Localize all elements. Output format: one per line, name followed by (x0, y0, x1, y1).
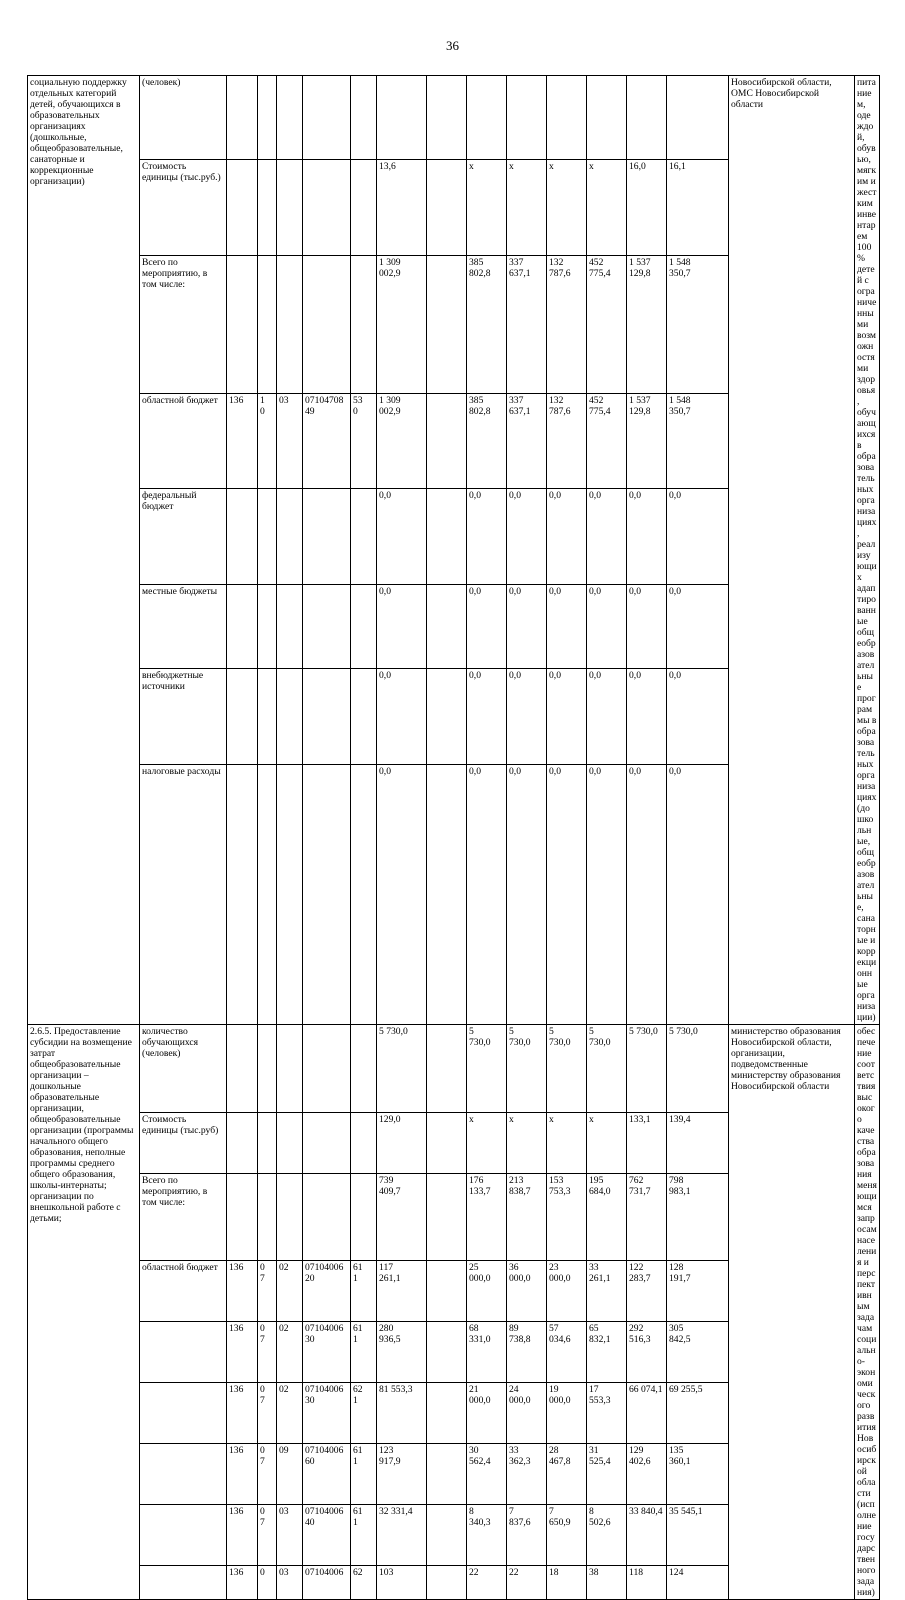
table-cell (427, 489, 467, 585)
table-cell: 452 775,4 (587, 393, 627, 489)
table-cell: 124 (667, 1565, 729, 1599)
table-cell: 5 730,0 (467, 1025, 507, 1113)
table-cell (277, 1025, 303, 1113)
table-cell (507, 76, 547, 160)
table-cell: 337 637,1 (507, 255, 547, 393)
table-cell: 0,0 (467, 584, 507, 668)
table-cell: 122 283,7 (627, 1261, 667, 1322)
table-cell: 5 730,0 (587, 1025, 627, 1113)
table-cell: 5 730,0 (627, 1025, 667, 1113)
table-cell: 02 (277, 1322, 303, 1383)
table-row (28, 1025, 880, 1113)
table-cell: 68 331,0 (467, 1322, 507, 1383)
table-cell: 1 309 002,9 (377, 393, 427, 489)
table-cell: x (467, 160, 507, 256)
table-cell: 5 730,0 (667, 1025, 729, 1113)
table-cell (427, 1112, 467, 1173)
table-cell: 0,0 (507, 669, 547, 765)
row-label: Всего по мероприятию, в том числе: (140, 1173, 227, 1261)
row-label (140, 1504, 227, 1565)
table-cell (227, 764, 258, 1024)
table-cell: 18 (547, 1565, 587, 1599)
table-cell (427, 1383, 467, 1444)
table-cell: 16,0 (627, 160, 667, 256)
table-cell: 62 (351, 1565, 377, 1599)
table-cell: 136 (227, 1383, 258, 1444)
table-cell: 07104006 20 (303, 1261, 351, 1322)
table-cell: 128 191,7 (667, 1261, 729, 1322)
table-cell: 81 553,3 (377, 1383, 427, 1444)
table-cell: 762 731,7 (627, 1173, 667, 1261)
table-cell (277, 160, 303, 256)
row-label: внебюджетные источники (140, 669, 227, 765)
result-cell: обеспечение соответствия высокого качества образования меняющимся запросам населения и перспективным задачам социально-экономического развития Новосибирской области (исполнение государственного задания) (855, 1025, 880, 1600)
table-cell: 0,0 (507, 584, 547, 668)
table-cell: 21 000,0 (467, 1383, 507, 1444)
table-cell: 23 000,0 (547, 1261, 587, 1322)
table-cell (427, 160, 467, 256)
table-cell: 36 000,0 (507, 1261, 547, 1322)
table-cell (258, 76, 277, 160)
table-cell: 0,0 (587, 584, 627, 668)
row-label: Стоимость единицы (тыс.руб) (140, 1112, 227, 1173)
table-cell: 65 832,1 (587, 1322, 627, 1383)
row-label (140, 1383, 227, 1444)
table-cell (258, 1173, 277, 1261)
table-cell: 30 562,4 (467, 1444, 507, 1505)
table-cell (427, 1173, 467, 1261)
table-cell (227, 1112, 258, 1173)
page-number: 36 (446, 38, 459, 53)
table-cell: 0,0 (547, 669, 587, 765)
table-cell: 292 516,3 (627, 1322, 667, 1383)
table-cell: 16,1 (667, 160, 729, 256)
row-label (140, 1322, 227, 1383)
table-cell: 22 (507, 1565, 547, 1599)
table-cell: 31 525,4 (587, 1444, 627, 1505)
table-cell: 69 255,5 (667, 1383, 729, 1444)
row-label: областной бюджет (140, 1261, 227, 1322)
table-cell (427, 393, 467, 489)
table-cell: 0,0 (377, 669, 427, 765)
table-cell: 129 402,6 (627, 1444, 667, 1505)
table-cell (547, 76, 587, 160)
table-cell: 24 000,0 (507, 1383, 547, 1444)
table-cell: 0,0 (547, 489, 587, 585)
table-cell: 129,0 (377, 1112, 427, 1173)
table-cell: x (587, 160, 627, 256)
table-cell: 0,0 (377, 489, 427, 585)
table-cell (351, 669, 377, 765)
table-cell: 0,0 (587, 764, 627, 1024)
table-cell (258, 764, 277, 1024)
table-cell: 0,0 (507, 764, 547, 1024)
table-cell (277, 764, 303, 1024)
table-cell: 0,0 (587, 669, 627, 765)
table-cell: 305 842,5 (667, 1322, 729, 1383)
table-cell (351, 489, 377, 585)
table-cell: 03 (277, 393, 303, 489)
row-label: (человек) (140, 76, 227, 160)
table-cell (277, 1173, 303, 1261)
table-cell: 07104006 (303, 1565, 351, 1599)
table-cell: 61 1 (351, 1261, 377, 1322)
table-cell: 33 261,1 (587, 1261, 627, 1322)
table-cell: 135 360,1 (667, 1444, 729, 1505)
table-cell: 0,0 (667, 489, 729, 585)
row-label: налоговые расходы (140, 764, 227, 1024)
table-cell: 61 1 (351, 1322, 377, 1383)
table-cell: 25 000,0 (467, 1261, 507, 1322)
table-cell (427, 1025, 467, 1113)
table-cell: 89 738,8 (507, 1322, 547, 1383)
table-cell: 38 (587, 1565, 627, 1599)
table-cell: 0,0 (667, 669, 729, 765)
table-cell: 0,0 (627, 764, 667, 1024)
table-cell: 739 409,7 (377, 1173, 427, 1261)
row-label: областной бюджет (140, 393, 227, 489)
table-cell (227, 160, 258, 256)
table-cell: 0,0 (667, 764, 729, 1024)
table-cell: 123 917,9 (377, 1444, 427, 1505)
table-cell: 136 (227, 1565, 258, 1599)
row-label (140, 1444, 227, 1505)
table-cell: 0 7 (258, 1261, 277, 1322)
table-cell: 118 (627, 1565, 667, 1599)
table-cell (427, 1444, 467, 1505)
table-cell: x (507, 1112, 547, 1173)
table-cell: 28 467,8 (547, 1444, 587, 1505)
table-cell: 8 340,3 (467, 1504, 507, 1565)
table-cell (427, 1322, 467, 1383)
table-cell (227, 669, 258, 765)
table-cell: 0,0 (467, 764, 507, 1024)
table-cell (303, 255, 351, 393)
table-cell: 66 074,1 (627, 1383, 667, 1444)
table-cell: 132 787,6 (547, 393, 587, 489)
table-cell (277, 255, 303, 393)
table-cell: 07104006 30 (303, 1383, 351, 1444)
row-label: федеральный бюджет (140, 489, 227, 585)
table-cell: 139,4 (667, 1112, 729, 1173)
measure-description: социальную поддержку отдельных категорий детей, обучающихся в образовательных организациях (дошкольные, общеобразовательные, санаторные и коррекционные организации) (28, 76, 140, 1025)
table-cell: 0,0 (547, 584, 587, 668)
table-cell: 385 802,8 (467, 393, 507, 489)
table-cell: 07104006 40 (303, 1504, 351, 1565)
table-cell: x (587, 1112, 627, 1173)
table-cell: 62 1 (351, 1383, 377, 1444)
table-cell: 61 1 (351, 1444, 377, 1505)
table-cell: 1 309 002,9 (377, 255, 427, 393)
table-cell: 33 362,3 (507, 1444, 547, 1505)
table-cell: 0,0 (467, 489, 507, 585)
table-cell: 0 7 (258, 1383, 277, 1444)
table-cell: 0 (258, 1565, 277, 1599)
table-cell: 280 936,5 (377, 1322, 427, 1383)
table-cell (427, 1261, 467, 1322)
table-cell (227, 489, 258, 585)
table-cell: 132 787,6 (547, 255, 587, 393)
table-cell: 17 553,3 (587, 1383, 627, 1444)
table-cell: 0,0 (377, 764, 427, 1024)
table-cell (258, 669, 277, 765)
table-cell (277, 76, 303, 160)
table-cell: 1 537 129,8 (627, 255, 667, 393)
row-label: количество обучающихся (человек) (140, 1025, 227, 1113)
table-cell: 07104006 30 (303, 1322, 351, 1383)
table-cell: 798 983,1 (667, 1173, 729, 1261)
table-cell (258, 1025, 277, 1113)
table-cell (227, 1173, 258, 1261)
table-cell: 8 502,6 (587, 1504, 627, 1565)
table-cell (351, 160, 377, 256)
table-cell: 153 753,3 (547, 1173, 587, 1261)
table-cell (303, 669, 351, 765)
table-cell: 136 (227, 393, 258, 489)
table-cell: 337 637,1 (507, 393, 547, 489)
table-cell: 0,0 (627, 489, 667, 585)
table-cell: x (507, 160, 547, 256)
table-cell: 13,6 (377, 160, 427, 256)
table-cell (227, 76, 258, 160)
table-cell: 02 (277, 1261, 303, 1322)
table-cell (377, 76, 427, 160)
table-cell (227, 584, 258, 668)
table-cell: 0,0 (627, 669, 667, 765)
table-cell (427, 764, 467, 1024)
table-cell: 7 837,6 (507, 1504, 547, 1565)
table-cell (258, 584, 277, 668)
table-cell (277, 584, 303, 668)
executor-cell: Новосибирской области, ОМС Новосибирской области (729, 76, 855, 1025)
table-cell: 136 (227, 1261, 258, 1322)
table-cell: 0,0 (377, 584, 427, 668)
table-cell: 5 730,0 (377, 1025, 427, 1113)
table-cell: 35 545,1 (667, 1504, 729, 1565)
table-cell (667, 76, 729, 160)
table-cell (258, 489, 277, 585)
table-cell: 19 000,0 (547, 1383, 587, 1444)
measures-table (27, 75, 880, 1600)
table-cell: 195 684,0 (587, 1173, 627, 1261)
table-cell: 136 (227, 1444, 258, 1505)
table-cell: 33 840,4 (627, 1504, 667, 1565)
table-cell (351, 584, 377, 668)
table-cell: 61 1 (351, 1504, 377, 1565)
table-cell: 103 (377, 1565, 427, 1599)
table-cell (303, 1025, 351, 1113)
table-cell (351, 76, 377, 160)
table-cell: 7 650,9 (547, 1504, 587, 1565)
table-cell (258, 160, 277, 256)
table-cell (303, 764, 351, 1024)
table-cell: x (467, 1112, 507, 1173)
table-cell (258, 1112, 277, 1173)
table-cell (303, 76, 351, 160)
table-cell (303, 489, 351, 585)
table-cell: 1 548 350,7 (667, 393, 729, 489)
table-cell: 02 (277, 1383, 303, 1444)
table-cell: 07104006 60 (303, 1444, 351, 1505)
table-cell: 03 (277, 1504, 303, 1565)
table-cell (277, 669, 303, 765)
table-cell: 09 (277, 1444, 303, 1505)
table-cell: x (547, 160, 587, 256)
table-cell (427, 669, 467, 765)
table-cell: 0 7 (258, 1504, 277, 1565)
table-cell (351, 255, 377, 393)
table-cell (351, 1025, 377, 1113)
table-cell: 0 7 (258, 1444, 277, 1505)
table-cell: 117 261,1 (377, 1261, 427, 1322)
table-cell (427, 255, 467, 393)
table-cell: 32 331,4 (377, 1504, 427, 1565)
table-cell (351, 1112, 377, 1173)
table-cell: 0,0 (467, 669, 507, 765)
table-cell: 136 (227, 1504, 258, 1565)
table-cell: 0 7 (258, 1322, 277, 1383)
table-cell: 07104708 49 (303, 393, 351, 489)
executor-cell: министерство образования Новосибирской области, организации, подведомственные министерству образования Новосибирской области (729, 1025, 855, 1600)
row-label: Всего по мероприятию, в том числе: (140, 255, 227, 393)
table-cell (427, 1504, 467, 1565)
table-cell (227, 255, 258, 393)
row-label (140, 1565, 227, 1599)
table-cell: 1 0 (258, 393, 277, 489)
table-cell (303, 1112, 351, 1173)
table-cell: 53 0 (351, 393, 377, 489)
row-label: Стоимость единицы (тыс.руб.) (140, 160, 227, 256)
table-cell: 1 548 350,7 (667, 255, 729, 393)
table-cell: 22 (467, 1565, 507, 1599)
table-cell: 136 (227, 1322, 258, 1383)
table-cell: x (547, 1112, 587, 1173)
table-cell: 176 133,7 (467, 1173, 507, 1261)
table-cell (303, 1173, 351, 1261)
table-cell: 5 730,0 (547, 1025, 587, 1113)
table-cell (427, 584, 467, 668)
table-cell (277, 489, 303, 585)
measure-description: 2.6.5. Предоставление субсидии на возмещение затрат общеобразовательные организации – дошкольные образовательные организации, общеобразовательные организации (программы начального общего образования, неполные программы среднего общего образования, школы-интернаты; организации по внешкольной работе с детьми; (28, 1025, 140, 1600)
table-cell: 03 (277, 1565, 303, 1599)
row-label: местные бюджеты (140, 584, 227, 668)
table-cell: 1 537 129,8 (627, 393, 667, 489)
table-cell: 0,0 (627, 584, 667, 668)
table-row (28, 76, 880, 160)
table-cell: 452 775,4 (587, 255, 627, 393)
table-cell (277, 1112, 303, 1173)
table-cell (351, 764, 377, 1024)
table-cell: 133,1 (627, 1112, 667, 1173)
table-cell: 0,0 (587, 489, 627, 585)
table-cell: 0,0 (667, 584, 729, 668)
table-cell: 0,0 (547, 764, 587, 1024)
table-cell (587, 76, 627, 160)
table-cell (427, 1565, 467, 1599)
table-cell: 57 034,6 (547, 1322, 587, 1383)
table-cell (303, 584, 351, 668)
table-cell (467, 76, 507, 160)
result-cell: питанием, одеждой, обувью, мягким и жестким инвентарем 100% детей с ограниченными возможностями здоровья, обучающихся в образовательных организациях, реализующих адаптированные общеобразовательные программы в образовательных организациях (дошкольные, общеобразовательные, санаторные и коррекционные организации) (855, 76, 880, 1025)
table-cell (351, 1173, 377, 1261)
table-cell: 5 730,0 (507, 1025, 547, 1113)
table-cell: 0,0 (507, 489, 547, 585)
table-cell (258, 255, 277, 393)
table-cell (227, 1025, 258, 1113)
table-cell (427, 76, 467, 160)
table-cell: 213 838,7 (507, 1173, 547, 1261)
table-cell: 385 802,8 (467, 255, 507, 393)
table-cell (627, 76, 667, 160)
table-cell (303, 160, 351, 256)
